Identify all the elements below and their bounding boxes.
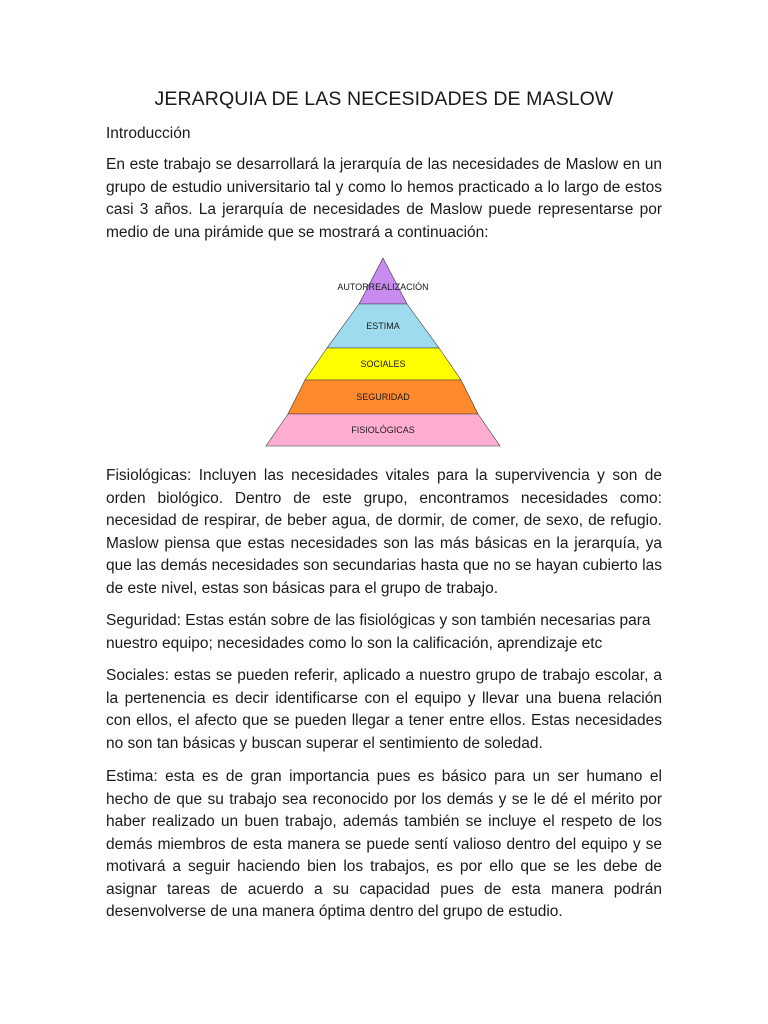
estima-paragraph: Estima: esta es de gran importancia pues es básico para un ser humano el hecho de que su trabajo sea reconocido por los demás y se le dé el mérito por haber realizado un buen trabajo, además también se incluye el respeto de los demás miembros de esta manera se puede sentí valioso dentro del equipo y se motivará a seguir haciendo bien los trabajos, es por ello que se les debe de asignar tareas de acuerdo a su capacidad pues de esta manera podrán desenvolverse de una manera óptima dentro del grupo de estudio. — [106, 768, 662, 920]
seguridad-paragraph: Seguridad: Estas están sobre de las fisiológicas y son también necesarias para nuestro equipo; necesidades como lo son la calificación, aprendizaje etc — [106, 612, 651, 652]
pyramid-level-4-label: SEGURIDAD — [356, 392, 410, 402]
pyramid-level-1-label: AUTORREALIZACIÓN — [337, 282, 429, 292]
pyramid-level-5-label: FISIOLÓGICAS — [351, 425, 415, 435]
intro-paragraph: En este trabajo se desarrollará la jerarquía de las necesidades de Maslow en un grupo de estudio universitario tal y como lo hemos practicado a lo largo de estos casi 3 años. La jerarquía de necesidades de Maslow puede representarse por medio de una pirámide que se mostrará a continuación: — [106, 156, 662, 241]
maslow-pyramid-diagram — [263, 256, 503, 448]
fisiologicas-paragraph: Fisiológicas: Incluyen las necesidades vitales para la supervivencia y son de orden biológico. Dentro de este grupo, encontramos necesidades como: necesidad de respirar, de beber agua, de dormir, de comer, de sexo, de refugio. Maslow piensa que estas necesidades son las más básicas en la jerarquía, ya que las demás necesidades son secundarias hasta que no se hayan cubierto las de este nivel, estas son básicas para el grupo de trabajo. — [106, 467, 662, 597]
sociales-paragraph: Sociales: estas se pueden referir, aplicado a nuestro grupo de trabajo escolar, a la pertenencia es decir identificarse con el equipo y llevar una buena relación con ellos, el afecto que se pueden llegar a tener entre ellos. Estas necesidades no son tan básicas y buscan superar el sentimiento de soledad. — [106, 667, 662, 752]
pyramid-level-3-label: SOCIALES — [360, 359, 406, 369]
pyramid-level-1 — [359, 258, 407, 304]
document-title: JERARQUIA DE LAS NECESIDADES DE MASLOW — [154, 88, 614, 110]
intro-heading: Introducción — [106, 125, 191, 142]
pyramid-level-2-label: ESTIMA — [366, 321, 400, 331]
